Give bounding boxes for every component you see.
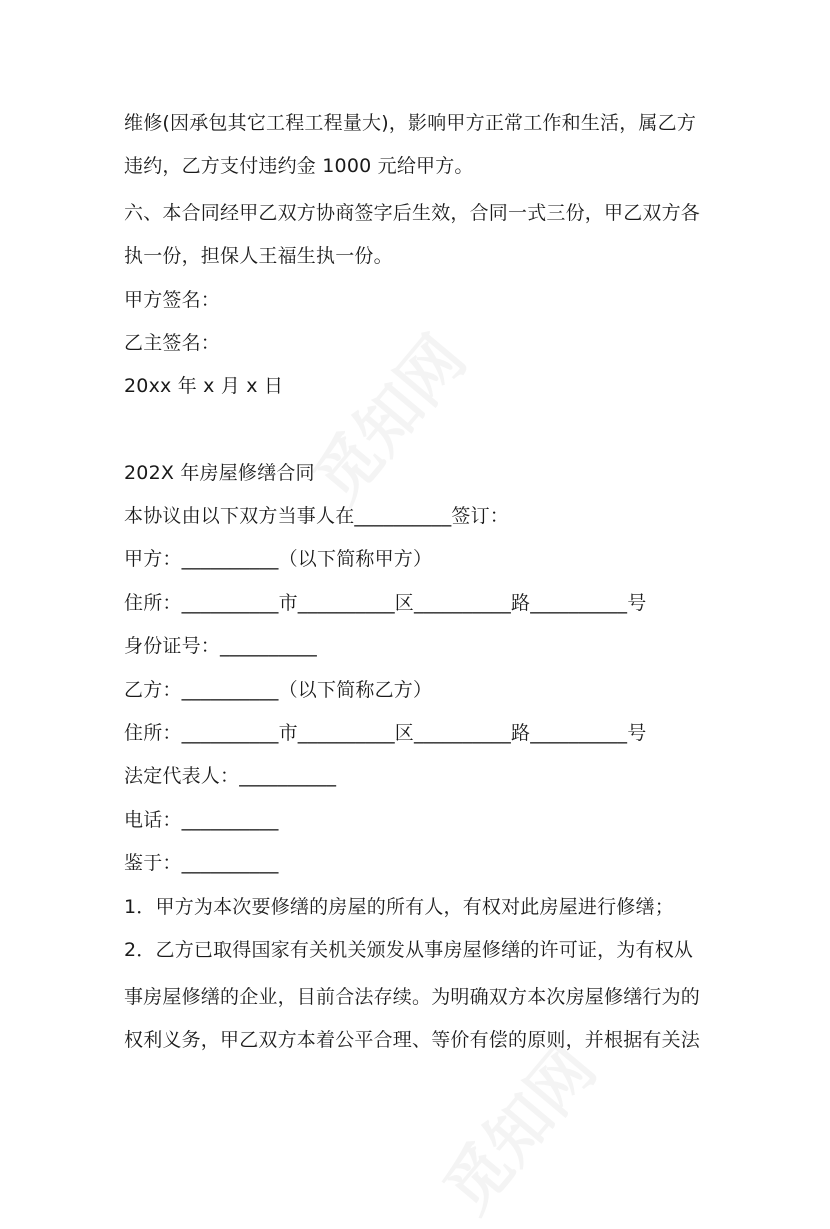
party-b-signature: 乙主签名： [124, 332, 221, 354]
party-a-address: 住所：__________市__________区__________路__________号 [124, 592, 647, 614]
paragraph-line: 事房屋修缮的企业，目前合法存续。为明确双方本次房屋修缮行为的 [124, 986, 701, 1008]
party-b-address: 住所：__________市__________区__________路__________号 [124, 722, 647, 744]
phone-line: 电话：__________ [124, 809, 279, 831]
party-a-signature: 甲方签名： [124, 289, 221, 311]
paragraph-line: 执一份，担保人王福生执一份。 [124, 245, 393, 267]
paragraph-line: 六、本合同经甲乙双方协商签字后生效，合同一式三份，甲乙双方各 [124, 202, 701, 224]
clause-1: 1．甲方为本次要修缮的房屋的所有人，有权对此房屋进行修缮； [124, 896, 674, 918]
id-number-line: 身份证号：__________ [124, 635, 318, 657]
document-title: 202X 年房屋修缮合同 [124, 462, 315, 484]
watermark [289, 313, 483, 519]
paragraph-line: 维修(因承包其它工程工程量大)，影响甲方正常工作和生活，属乙方 [124, 112, 697, 134]
party-b-line: 乙方：__________（以下简称乙方） [124, 679, 433, 701]
legal-representative-line: 法定代表人：__________ [124, 765, 337, 787]
watermark [419, 1023, 613, 1229]
paragraph-line: 权利义务，甲乙双方本着公平合理、等价有偿的原则，并根据有关法 [124, 1029, 701, 1051]
paragraph-line: 本协议由以下双方当事人在__________签订： [124, 505, 510, 527]
clause-2: 2．乙方已取得国家有关机关颁发从事房屋修缮的许可证，为有权从 [124, 939, 694, 961]
whereas-line: 鉴于：__________ [124, 852, 279, 874]
paragraph-line: 违约，乙方支付违约金 1000 元给甲方。 [124, 155, 474, 177]
party-a-line: 甲方：__________（以下简称甲方） [124, 548, 433, 570]
signing-date: 20xx 年 x 月 x 日 [124, 375, 284, 397]
